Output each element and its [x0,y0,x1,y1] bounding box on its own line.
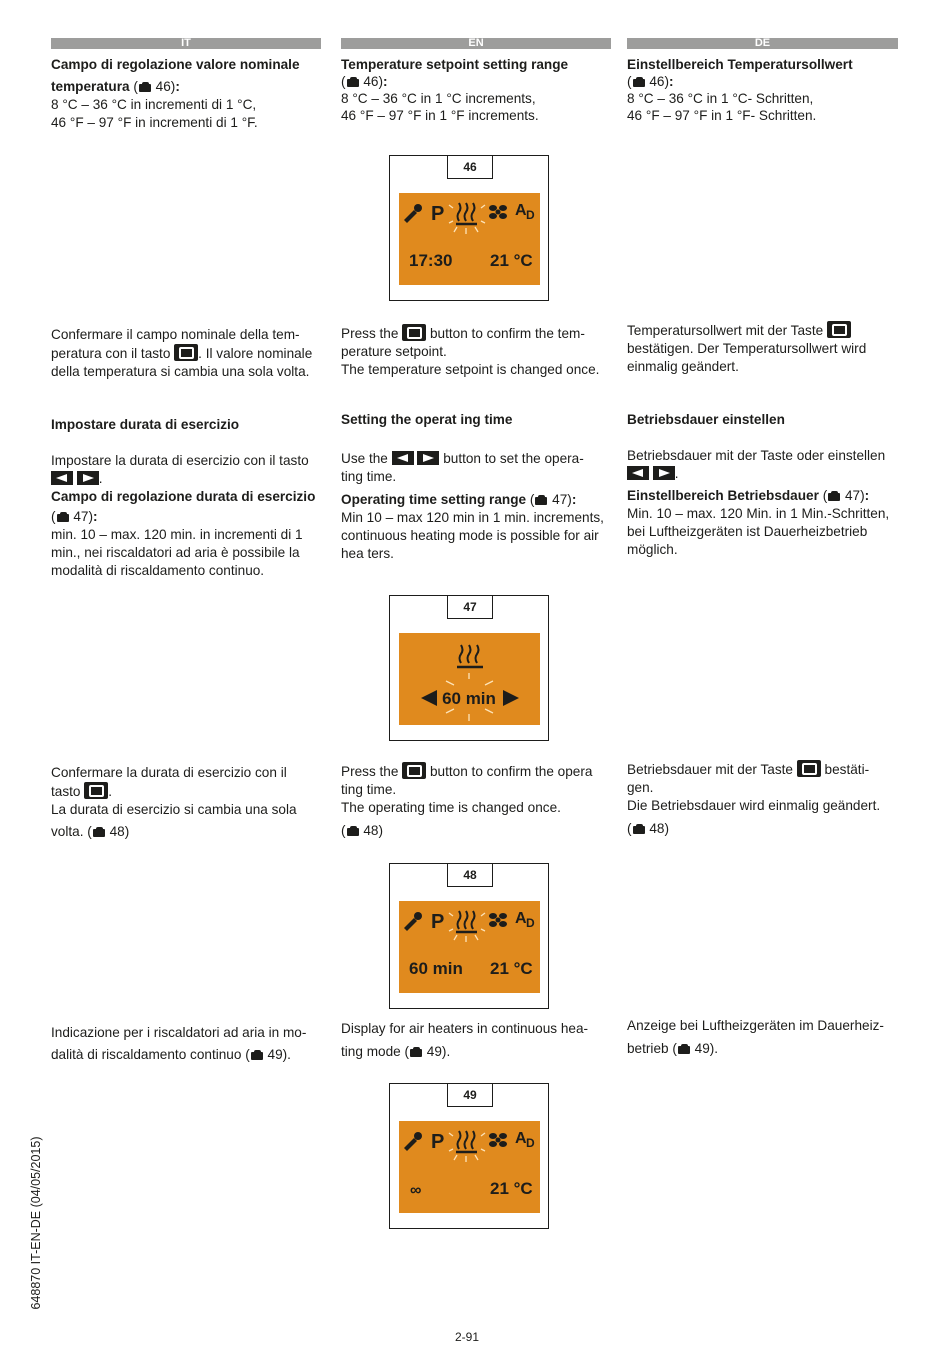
ok-button-icon [827,321,851,338]
en-operating-time-range: Use the button to set the opera- ting time. Operating time setting range ( 47): Min 10 – max 120 min in 1 min. increments, continuous heating mode is possible for air hea ters. [341,451,604,561]
program-letter: P [431,203,445,225]
en-continuous-mode: Display for air heaters in continuous hea- ting mode ( 49). [341,1021,589,1059]
duration-readout: 60 min [442,689,496,708]
camera-icon [250,1050,264,1060]
display-screen [399,193,540,285]
heater-icon [457,645,483,667]
en-setpoint-range: Temperature setpoint setting range ( 46): 8 °C – 36 °C in 1 °C increments, 46 °F – 97 °F in 1 °F increments. [341,57,569,123]
it-operating-time-title: Impostare durata di esercizio [51,417,240,432]
left-arrow-icon [421,690,437,706]
right-arrow-button-icon [77,471,99,485]
wrench-icon [404,1132,422,1151]
display-figure-47 [389,595,549,741]
left-arrow-button-icon [627,466,649,480]
camera-icon [677,1044,691,1054]
duration-readout: 60 min [409,959,463,978]
right-arrow-button-icon [653,466,675,480]
camera-icon [346,77,360,87]
de-setpoint-range: Einstellbereich Temperatursollwert ( 46): 8 °C – 36 °C in 1 °C- Schritten, 46 °F – 97 °F in 1 °F- Schritten. [627,57,853,123]
heater-icon [456,911,477,932]
program-letter: P [431,1131,445,1153]
display-figure-49 [389,1083,549,1229]
right-arrow-button-icon [417,451,439,465]
en-confirm-operating-time: Press the button to confirm the opera ting time. The operating time is changed once. ( 48) [341,764,593,838]
auto-indicator: A [515,202,527,219]
left-arrow-button-icon [51,471,73,485]
fan-icon [489,1133,507,1147]
ok-button-icon [174,344,198,361]
clock-readout: 17:30 [409,251,453,270]
temperature-readout: 21 °C [490,959,533,978]
camera-icon [92,827,106,837]
temperature-readout: 21 °C [490,251,533,270]
it-confirm-setpoint: Confermare il campo nominale della tem- peratura con il tasto . Il valore nominale della temperatura si cambia una sola volta. [51,327,313,379]
camera-icon [346,826,360,836]
en-confirm-setpoint: Press the button to confirm the tem- perature setpoint. The temperature setpoint is changed once. [341,326,600,377]
auto-indicator: A [515,1130,527,1147]
camera-icon [632,77,646,87]
figure-number: 49 [447,1084,493,1107]
display-screen [399,633,540,725]
ok-button-icon [797,760,821,777]
camera-icon [534,495,548,505]
it-confirm-operating-time: Confermare la durata di esercizio con il tasto . La durata di esercizio si cambia una sola volta. ( 48) [51,765,297,839]
camera-icon [632,824,646,834]
page-number: 2-91 [455,1330,480,1344]
header-de: DE [627,38,898,49]
de-operating-time-title: Betriebsdauer einstellen [627,412,785,427]
auto-indicator-sub: D [526,208,535,222]
wrench-icon [404,204,422,223]
display-figure-48 [389,863,549,1009]
figure-number: 47 [447,596,493,619]
it-continuous-mode: Indicazione per i riscaldatori ad aria in mo- dalità di riscaldamento continuo ( 49). [51,1025,307,1062]
wrench-icon [404,912,422,931]
fan-icon [489,205,507,219]
it-setpoint-range: Campo di regolazione valore nominale temperatura ( 46): 8 °C – 36 °C in incrementi di 1 °C, 46 °F – 97 °F in incrementi di 1 °F. [51,57,300,130]
auto-indicator-sub: D [526,916,535,930]
ok-button-icon [84,782,108,799]
de-continuous-mode: Anzeige bei Luftheizgeräten im Dauerheiz- betrieb ( 49). [627,1018,884,1056]
heater-icon [456,203,477,224]
header-it: IT [51,38,321,49]
en-operating-time-title: Setting the operat ing time [341,412,513,427]
display-screen [399,901,540,993]
ok-button-icon [402,762,426,779]
camera-icon [827,491,841,501]
fan-icon [489,913,507,927]
temperature-readout: 21 °C [490,1179,533,1198]
ok-button-icon [402,324,426,341]
camera-icon [138,82,152,92]
program-letter: P [431,911,445,933]
auto-indicator-sub: D [526,1136,535,1150]
camera-icon [409,1047,423,1057]
figure-number: 48 [447,864,493,887]
continuous-mode-indicator: ∞ [410,1182,422,1199]
figure-number: 46 [447,156,493,179]
left-arrow-button-icon [392,451,414,465]
display-figure-46 [389,155,549,301]
de-confirm-operating-time: Betriebsdauer mit der Taste bestäti- gen. Die Betriebsdauer wird einmalig geändert. ( 48) [627,762,881,836]
right-arrow-icon [503,690,519,706]
de-confirm-setpoint: Temperatursollwert mit der Taste bestätigen. Der Temperatursollwert wird einmalig geändert. [627,323,867,374]
de-operating-time-range: Betriebsdauer mit der Taste oder einstellen . Einstellbereich Betriebsdauer ( 47): Min. 10 – max. 120 Min. in 1 Min.-Schritten, bei Luftheizgeräten ist Dauerheizbetrieb möglich. [627,448,890,557]
heater-icon [456,1131,477,1152]
header-en: EN [341,38,611,49]
document-code: 648870 IT-EN-DE (04/05/2015) [29,1136,43,1310]
it-operating-time-range: Impostare la durata di esercizio con il tasto . Campo di regolazione durata di esercizio ( 47): min. 10 – max. 120 min. in incrementi di 1 min., nei riscaldatori ad aria è possibile la modalità di riscaldamento continuo. [51,453,316,578]
auto-indicator: A [515,910,527,927]
display-screen [399,1121,540,1213]
camera-icon [56,512,70,522]
